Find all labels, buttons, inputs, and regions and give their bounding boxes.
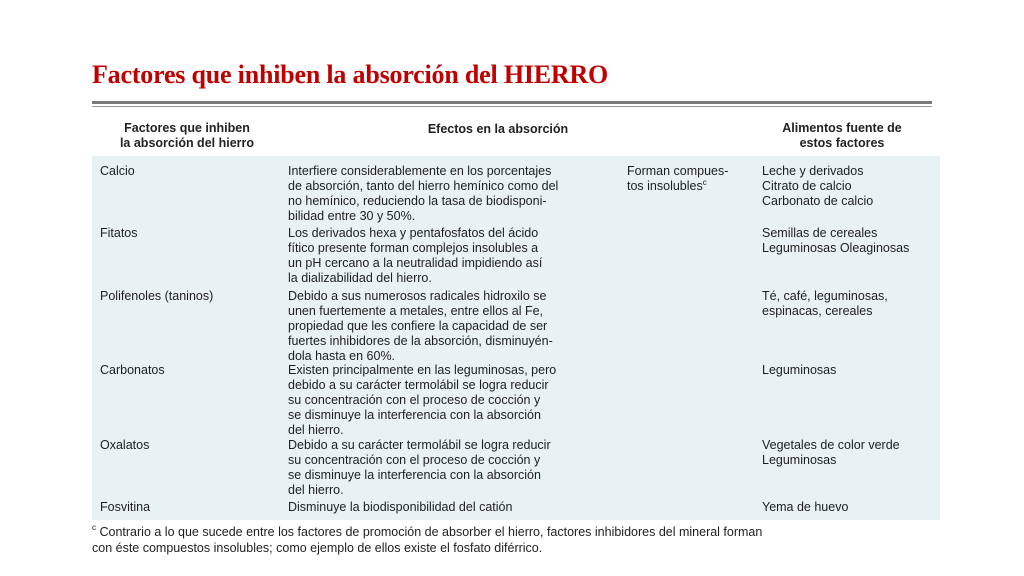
- title-divider: [92, 101, 932, 104]
- footnote-marker: c: [92, 523, 96, 532]
- food-cell: Té, café, leguminosas, espinacas, cereales: [762, 289, 888, 318]
- effect-cell: Interfiere considerablemente en los porcentajes de absorción, tanto del hierro hemínico como del no hemínico, reduciendo la tasa de biodisponi- bilidad entre 30 y 50%.: [288, 164, 559, 223]
- effect-cell: Disminuye la biodisponibilidad del catión: [288, 500, 513, 514]
- factor-cell: Fitatos: [100, 226, 138, 240]
- food-cell: Vegetales de color verde Leguminosas: [762, 438, 900, 467]
- slide-title: Factores que inhiben la absorción del HIERRO: [92, 60, 609, 89]
- food-cell: Leguminosas: [762, 363, 837, 377]
- effect-cell: Debido a sus numerosos radicales hidroxilo se unen fuertemente a metales, entre ellos al Fe, propiedad que les confiere la capacidad de ser fuertes inhibidores de la absorción, disminuyén- dola hasta en 60%.: [288, 289, 553, 363]
- header-factor: Factores que inhiben la absorción del hierro: [119, 121, 255, 150]
- factor-cell: Carbonatos: [100, 363, 165, 377]
- footnote-marker: c: [702, 178, 707, 187]
- table-header: [92, 114, 940, 156]
- shared-note-cell: Forman compues- tos insolubles$^c$: [627, 164, 729, 193]
- table-body: [92, 156, 940, 520]
- factor-cell: Fosvitina: [100, 500, 151, 514]
- header-food: Alimentos fuente de estos factores: [782, 121, 902, 150]
- factor-cell: Calcio: [100, 164, 135, 178]
- effect-cell: Los derivados hexa y pentafosfatos del ácido fítico presente forman complejos insolubles a un pH cercano a la neutralidad impidiendo así la dializabilidad del hierro.: [288, 226, 543, 285]
- title-divider-thin: [92, 106, 932, 107]
- effect-cell: Debido a su carácter termolábil se logra reducir su concentración con el proceso de cocción y se disminuye la interferencia con la absorción del hierro.: [288, 438, 551, 497]
- effect-cell: Existen principalmente en las leguminosas, pero debido a su carácter termolábil se logra reducir su concentración con el proceso de cocción y se disminuye la interferencia con la absorción del hierro.: [288, 363, 557, 437]
- table-footnote: $^c$ Contrario a lo que sucede entre los factores de promoción de absorber el hierro, factores inhibidores del mineral forman con éste compuestos insolubles; como ejemplo de ellos existe el fosfato diférrico.: [92, 523, 763, 555]
- food-cell: Leche y derivados Citrato de calcio Carbonato de calcio: [762, 164, 874, 208]
- factor-cell: Polifenoles (taninos): [100, 289, 214, 303]
- factor-cell: Oxalatos: [100, 438, 150, 452]
- header-effect: Efectos en la absorción: [427, 122, 569, 136]
- food-cell: Yema de huevo: [762, 500, 849, 514]
- inhibitors-table: [92, 114, 940, 558]
- food-cell: Semillas de cereales Leguminosas Oleaginosas: [762, 226, 910, 255]
